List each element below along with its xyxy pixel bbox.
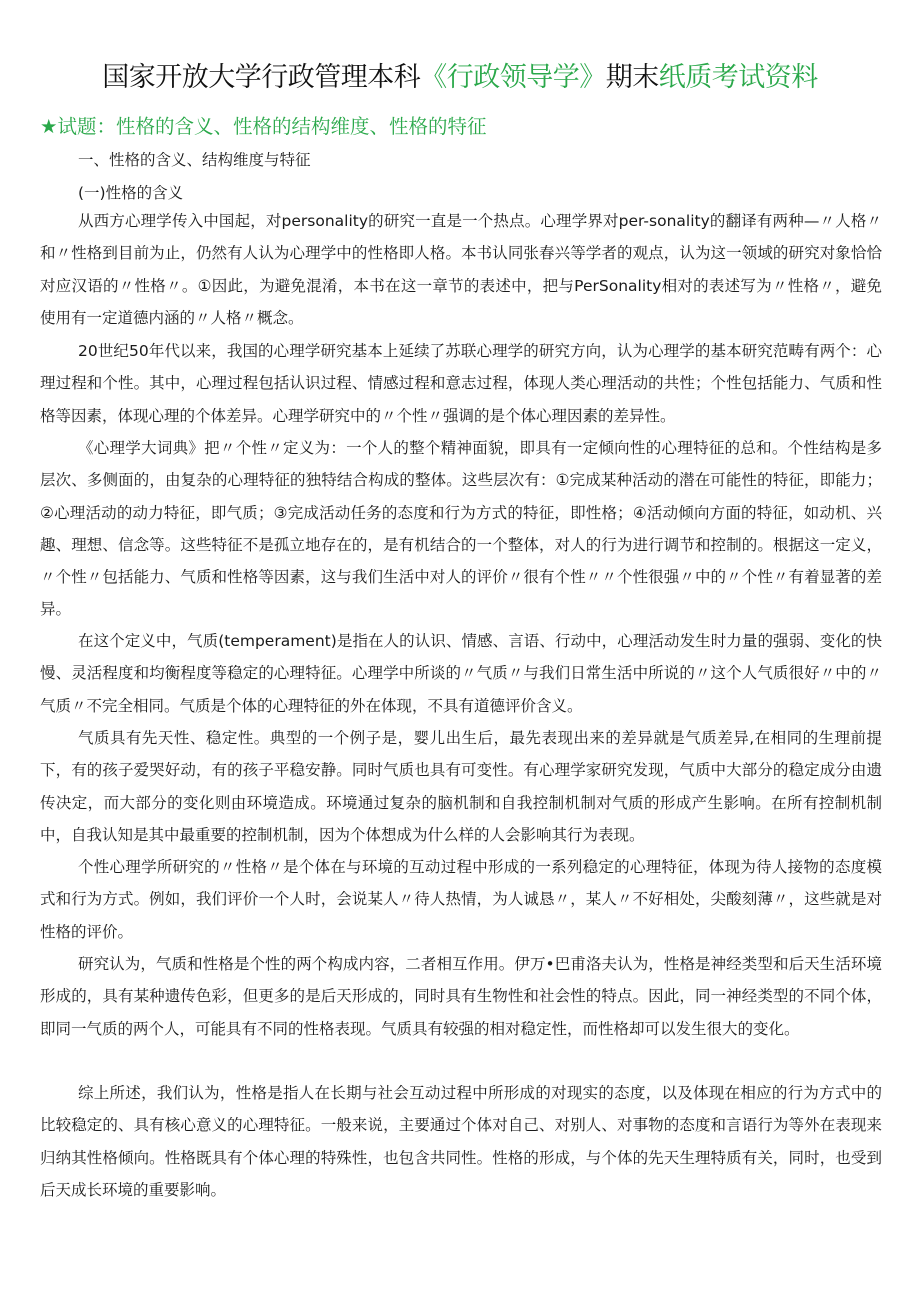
document-title [0, 58, 920, 98]
title-part-4: 纸质考试资料 [658, 62, 818, 93]
title-part-3: 期末 [605, 62, 659, 93]
paragraph-5: 气质具有先天性、稳定性。典型的一个例子是，婴儿出生后，最先表现出来的差异就是气质差异,在相同的生理前提下，有的孩子爱哭好动，有的孩子平稳安静。同时气质也具有可变性。有心理学家研究发现，气质中大部分的稳定成分由遗传决定，而大部分的变化则由环境造成。环境通过复杂的脑机制和自我控制机制对气质的形成产生影响。在所有控制机制中，自我认知是其中最重要的控制机制，因为个体想成为什么样的人会影响其行为表现。 [40, 729, 882, 844]
question-subtitle: ★试题：性格的含义、性格的结构维度、性格的特征 [40, 115, 487, 138]
title-part-1: 国家开放大学行政管理本科 [102, 62, 421, 93]
title-part-2: 《行政领导学》 [420, 62, 606, 93]
sub-heading: (一)性格的含义 [78, 184, 184, 202]
paragraph-8: 综上所述，我们认为，性格是指人在长期与社会互动过程中所形成的对现实的态度，以及体现在相应的行为方式中的比较稳定的、具有核心意义的心理特征。一般来说，主要通过个体对自己、对别人、对事物的态度和言语行为等外在表现来归纳其性格倾向。性格既具有个体心理的特殊性，也包含共同性。性格的形成，与个体的先天生理特质有关，同时，也受到后天成长环境的重要影响。 [40, 1084, 882, 1199]
paragraph-1: 从西方心理学传入中国起，对personality的研究一直是一个热点。心理学界对per-sonality的翻译有两种—〃人格〃和〃性格到目前为止，仍然有人认为心理学中的性格即人格。本书认同张春兴等学者的观点，认为这一领域的研究对象恰恰对应汉语的〃性格〃。①因此，为避免混淆，本书在这一章节的表述中，把与PerSonality相对的表述写为〃性格〃，避免使用有一定道德内涵的〃人格〃概念。 [40, 212, 882, 327]
paragraph-4: 在这个定义中，气质(temperament)是指在人的认识、情感、言语、行动中，心理活动发生时力量的强弱、变化的快慢、灵活程度和均衡程度等稳定的心理特征。心理学中所谈的〃气质〃与我们日常生活中所说的〃这个人气质很好〃中的〃气质〃不完全相同。气质是个体的心理特征的外在体现，不具有道德评价含义。 [40, 632, 882, 715]
paragraph-2: 20世纪50年代以来，我国的心理学研究基本上延续了苏联心理学的研究方向，认为心理学的基本研究范畴有两个：心理过程和个性。其中，心理过程包括认识过程、情感过程和意志过程，体现人类心理活动的共性；个性包括能力、气质和性格等因素，体现心理的个体差异。心理学研究中的〃个性〃强调的是个体心理因素的差异性。 [40, 342, 882, 425]
paragraph-6: 个性心理学所研究的〃性格〃是个体在与环境的互动过程中形成的一系列稳定的心理特征，体现为待人接物的态度模式和行为方式。例如，我们评价一个人时，会说某人〃待人热情，为人诚恳〃，某人〃不好相处，尖酸刻薄〃，这些就是对性格的评价。 [40, 858, 882, 941]
paragraph-7: 研究认为，气质和性格是个性的两个构成内容，二者相互作用。伊万•巴甫洛夫认为，性格是神经类型和后天生活环境形成的，具有某种遗传色彩，但更多的是后天形成的，同时具有生物性和社会性的特点。因此，同一神经类型的不同个体，即同一气质的两个人，可能具有不同的性格表现。气质具有较强的相对稳定性，而性格却可以发生很大的变化。 [40, 955, 882, 1038]
paragraph-3: 《心理学大词典》把〃个性〃定义为：一个人的整个精神面貌，即具有一定倾向性的心理特征的总和。个性结构是多层次、多侧面的，由复杂的心理特征的独特结合构成的整体。这些层次有：①完成某种活动的潜在可能性的特征，即能力；②心理活动的动力特征，即气质；③完成活动任务的态度和行为方式的特征，即性格；④活动倾向方面的特征，如动机、兴趣、理想、信念等。这些特征不是孤立地存在的，是有机结合的一个整体，对人的行为进行调节和控制的。根据这一定义，〃个性〃包括能力、气质和性格等因素，这与我们生活中对人的评价〃很有个性〃〃个性很强〃中的〃个性〃有着显著的差异。 [40, 439, 882, 619]
section-heading: 一、性格的含义、结构维度与特征 [78, 151, 311, 169]
